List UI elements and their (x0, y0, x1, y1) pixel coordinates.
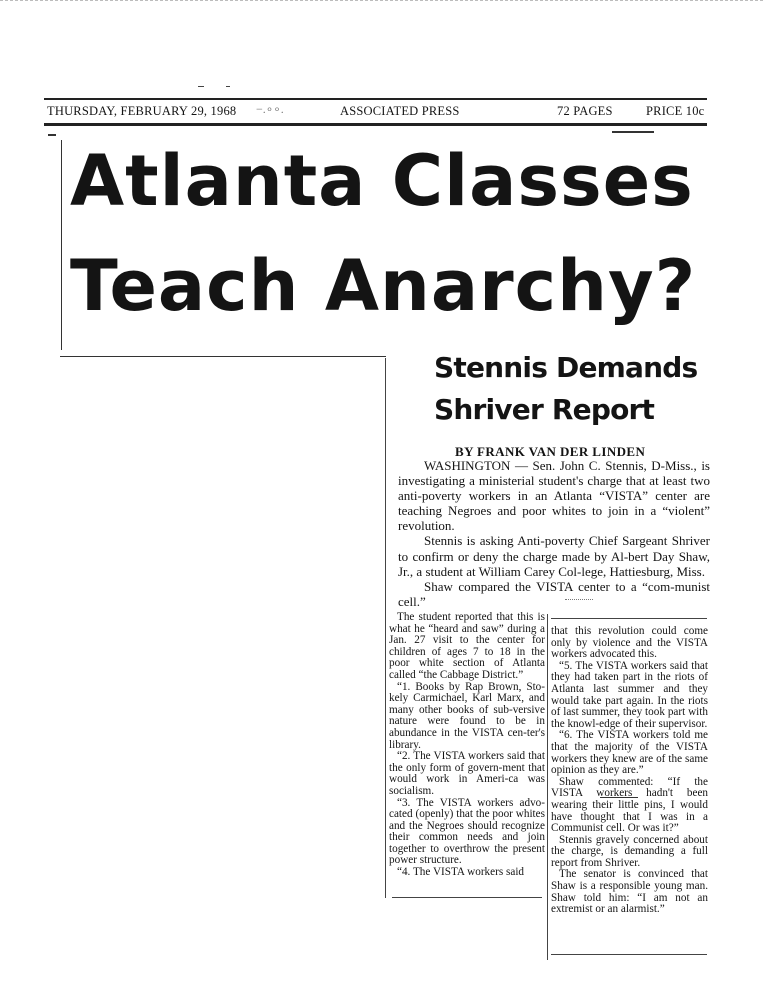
headline-line-2: Teach Anarchy? (70, 245, 697, 327)
lead-paragraph: Shaw compared the VISTA center to a “com-munist cell.” (398, 578, 710, 609)
subhead-line-2: Shriver Report (434, 393, 655, 426)
margin-mark (198, 86, 204, 87)
body-paragraph: Shaw commented: “If the VISTA workers hadn't been wearing their little pins, I would have thought that I was in a Communist cell. Or was it?” (551, 775, 708, 835)
body-paragraph: “5. The VISTA workers said that they had taken part in the riots of Atlanta last summer and they would take part again. In the riots of last summer, they took part with the knowl-edge of their supervisor. (551, 659, 708, 730)
masthead-bottom-rule (44, 123, 707, 126)
body-paragraph: that this revolution could come only by violence and the VISTA workers advocated this. (551, 625, 708, 661)
pencil-underline-mark (600, 797, 638, 798)
margin-mark (226, 86, 230, 87)
masthead-agency: ASSOCIATED PRESS (340, 104, 460, 118)
margin-mark (612, 131, 654, 133)
body-paragraph: The senator is convinced that Shaw is a responsible young man. Shaw told him: “I am not an extremist or an alarmist.” (551, 868, 708, 916)
masthead-date: THURSDAY, FEBRUARY 29, 1968 (47, 104, 237, 118)
right-column-end-rule (551, 954, 707, 955)
masthead-handwritten-mark: −.∘∘. (256, 102, 284, 116)
lead-paragraph: Stennis is asking Anti-poverty Chief Sargeant Shriver to confirm or deny the charge made by Al-bert Day Shaw, Jr., a student at William Carey Col-lege, Hattiesburg, Miss. (398, 533, 710, 579)
body-column-left (389, 612, 545, 879)
masthead-top-rule (44, 98, 707, 100)
column-divider-middle (547, 614, 548, 960)
page-top-dashed-border (0, 0, 763, 1)
byline: BY FRANK VAN DER LINDEN (455, 444, 646, 459)
margin-mark (48, 134, 56, 136)
headline-underline-rule (60, 356, 386, 357)
right-column-top-rule (551, 618, 707, 619)
headline-frame-line (61, 140, 62, 350)
body-paragraph: “3. The VISTA workers advo-cated (openly) that the poor whites and the Negroes should recognize their common needs and join together to overthrow the present power structure. (389, 796, 545, 867)
body-paragraph: “2. The VISTA workers said that the only form of govern-ment that would work in Ameri-ca was socialism. (389, 750, 545, 797)
masthead-price: PRICE 10c (646, 104, 705, 118)
body-paragraph: Stennis gravely concerned about the charge, is demanding a full report from Shriver. (551, 833, 708, 869)
subhead-line-1: Stennis Demands (434, 351, 698, 384)
headline-line-1: Atlanta Classes (70, 140, 694, 222)
pencil-mark (565, 599, 593, 600)
masthead-page-count: 72 PAGES (557, 104, 613, 118)
body-column-right (551, 626, 708, 916)
body-paragraph: “1. Books by Rap Brown, Sto-kely Carmichael, Karl Marx, and many other books of sub-versive nature were found to be in abundance in the VISTA cen-ter's library. (389, 680, 545, 751)
column-divider-left (385, 358, 386, 898)
lead-paragraph: WASHINGTON — Sen. John C. Stennis, D-Miss., is investigating a ministerial student's charge that at least two anti-poverty workers in an Atlanta “VISTA” center are teaching Negroes and poor whites to join in a “violent” revolution. (398, 458, 710, 534)
left-column-end-rule (392, 897, 542, 898)
lead-text (398, 458, 710, 609)
body-paragraph: “6. The VISTA workers told me that the majority of the VISTA workers they knew are of the same opinion as they are.” (551, 729, 708, 777)
body-paragraph: “4. The VISTA workers said (397, 866, 525, 879)
body-paragraph: The student reported that this is what he “heard and saw” during a Jan. 27 visit to the center for children of ages 7 to 18 in the poor white section of Atlanta called “the Cabbage District.” (389, 611, 545, 681)
